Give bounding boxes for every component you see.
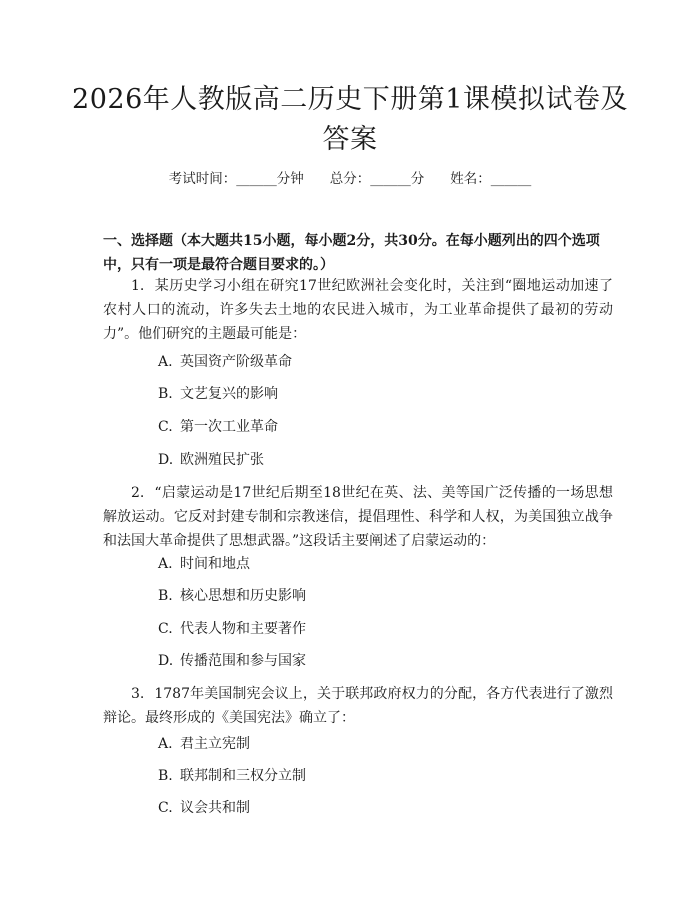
- name-blank: ______: [490, 171, 532, 187]
- question-number: 3.: [131, 686, 145, 702]
- name-label: 姓名：: [450, 171, 491, 187]
- score-blank: ______: [370, 171, 411, 187]
- question-text: “启蒙运动是17世纪后期至18世纪在英、法、美等国广泛传播的一场思想解放运动。它反对封建专制和宗教迷信，提倡理性、科学和人权，为美国独立战争和法国大革命提供了思想武器。”这段话主要阐述了启蒙运动的：: [103, 485, 613, 549]
- question-3: [103, 682, 613, 730]
- option-3a[interactable]: A. 君主立宪制: [158, 736, 250, 752]
- question-number: 2.: [131, 485, 145, 501]
- option-3c[interactable]: C. 议会共和制: [158, 800, 250, 816]
- question-1: [103, 274, 613, 346]
- time-label: 考试时间：: [168, 171, 237, 187]
- question-number: 1.: [131, 278, 145, 294]
- score-label: 总分：: [329, 171, 371, 187]
- score-unit: 分: [410, 171, 425, 187]
- option-2c[interactable]: C. 代表人物和主要著作: [158, 621, 306, 637]
- option-1c[interactable]: C. 第一次工业革命: [158, 419, 278, 435]
- question-text: 某历史学习小组在研究17世纪欧洲社会变化时，关注到“圈地运动加速了农村人口的流动，许多失去土地的农民进入城市，为工业革命提供了最初的劳动力”。他们研究的主题最可能是：: [103, 278, 613, 342]
- option-2a[interactable]: A. 时间和地点: [158, 556, 250, 572]
- time-blank: ______: [236, 171, 277, 187]
- question-2: [103, 481, 613, 553]
- option-2d[interactable]: D. 传播范围和参与国家: [158, 653, 306, 669]
- exam-info-line: [0, 169, 700, 189]
- option-1d[interactable]: D. 欧洲殖民扩张: [158, 452, 264, 468]
- option-1a[interactable]: A. 英国资产阶级革命: [158, 354, 292, 370]
- option-3b[interactable]: B. 联邦制和三权分立制: [158, 768, 306, 784]
- section-heading: 一、选择题（本大题共15小题，每小题2分，共30分。在每小题列出的四个选项中，只有一项是最符合题目要求的。）: [103, 233, 600, 273]
- option-2b[interactable]: B. 核心思想和历史影响: [158, 588, 306, 604]
- option-1b[interactable]: B. 文艺复兴的影响: [158, 386, 278, 402]
- time-unit: 分钟: [276, 171, 304, 187]
- question-text: 1787年美国制宪会议上，关于联邦政府权力的分配，各方代表进行了激烈辩论。最终形成的《美国宪法》确立了：: [103, 686, 613, 726]
- exam-title: 2026年人教版高二历史下册第1课模拟试卷及答案: [72, 84, 628, 155]
